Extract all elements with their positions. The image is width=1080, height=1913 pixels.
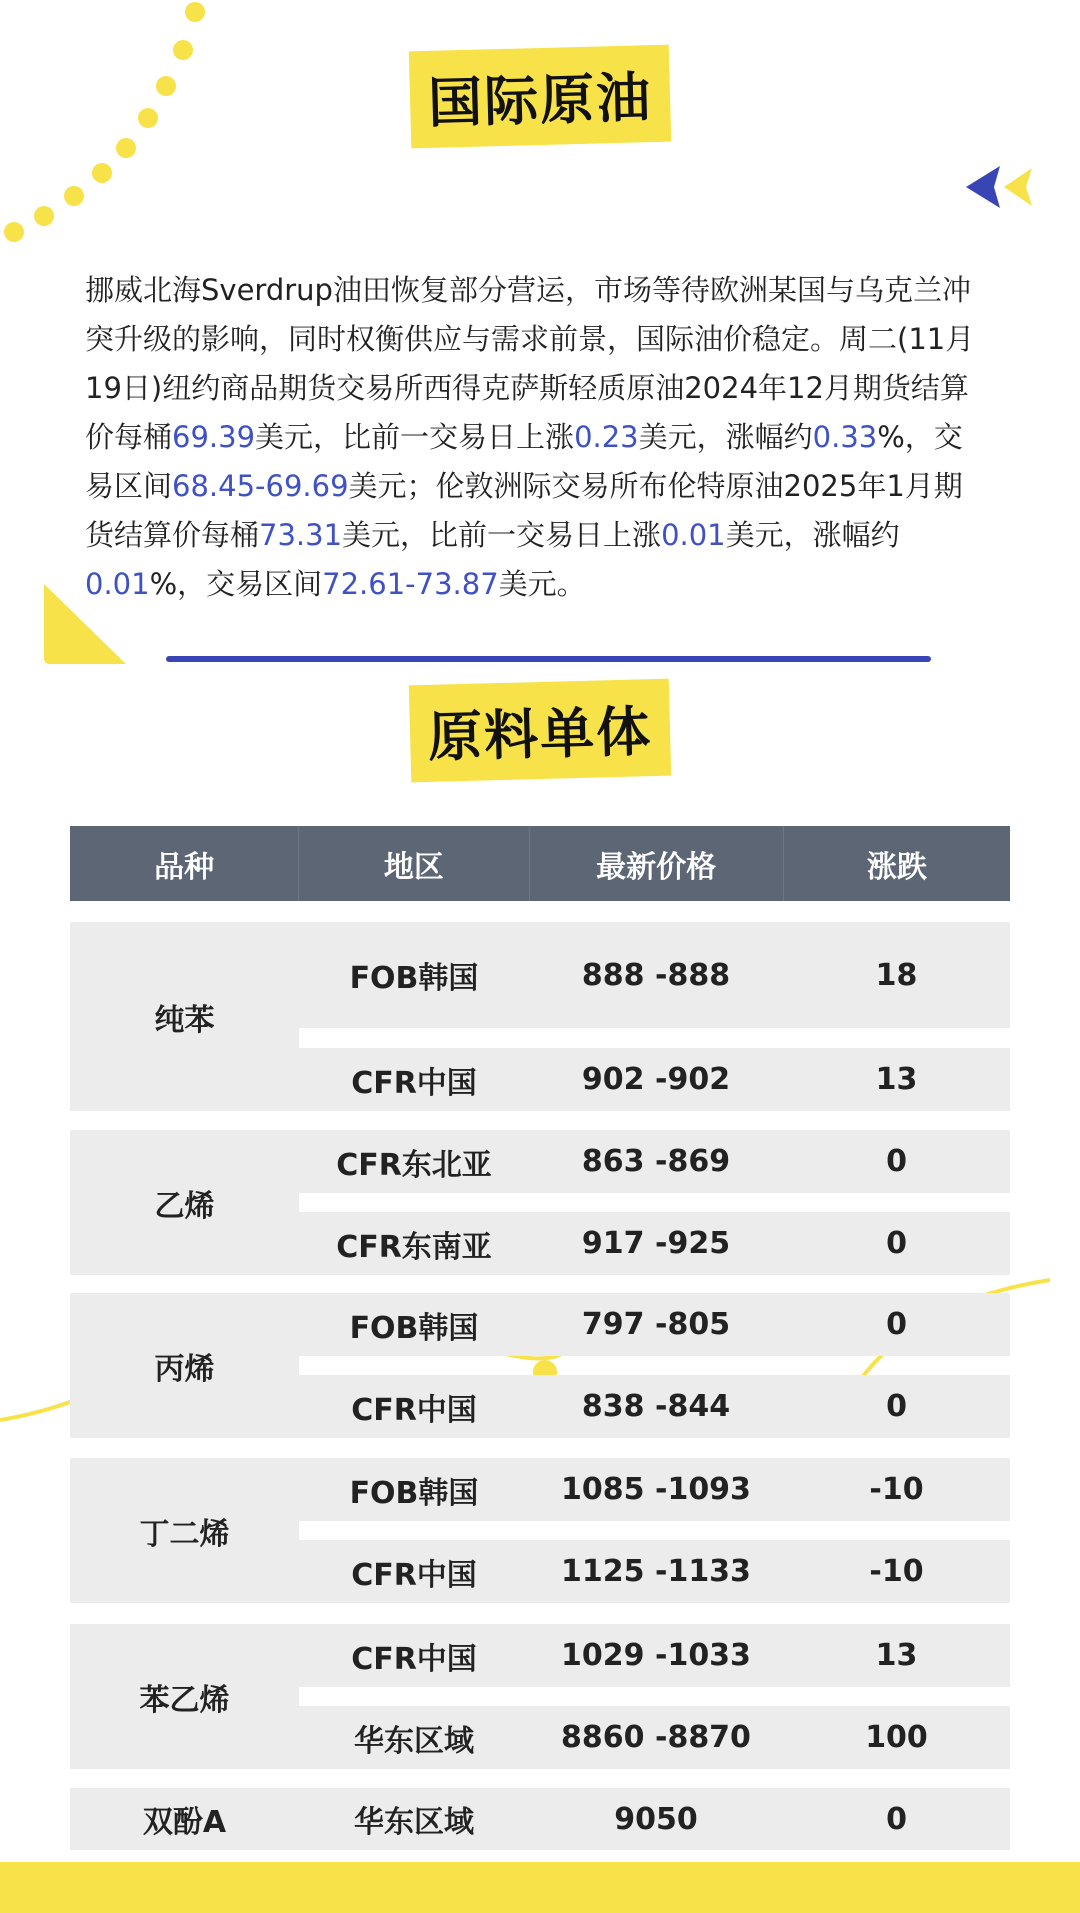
change-cell: 0 [886,1144,907,1179]
change-cell: 0 [886,1389,907,1424]
table-row [299,1788,1010,1850]
table-row [299,1458,1010,1521]
section-title-raw-materials: 原料单体 [409,679,671,783]
change-cell: 0 [886,1226,907,1261]
highlighted-value: 69.39 [172,420,256,454]
highlighted-value: 68.45-69.69 [172,469,349,503]
header-region: 地区 [299,826,529,901]
chevron-arrows-icon [964,164,1036,210]
paragraph-text: 美元，涨幅约 [725,518,900,552]
table-row [299,1375,1010,1438]
header-variety: 品种 [70,826,299,901]
table-row [299,1624,1010,1687]
price-cell: 9050 [614,1801,698,1837]
change-cell: -10 [869,1554,924,1589]
highlighted-value: 73.31 [259,518,343,552]
highlighted-value: 0.23 [574,420,639,454]
table-group [70,922,1010,1111]
table-group [70,1624,1010,1769]
header-latest-price: 最新价格 [530,826,784,901]
highlighted-value: 0.01 [85,567,150,601]
paragraph-text: %，交易区间 [149,567,323,601]
change-cell: 13 [875,1638,918,1673]
region-cell: FOB韩国 [349,1310,479,1346]
table-group [70,1458,1010,1603]
bottom-bar [0,1862,1080,1913]
table-group [70,1130,1010,1275]
paragraph-text: 美元；伦敦洲际交易所布伦特原油2025年1月期货结算价每桶 [85,469,963,552]
region-cell: FOB韩国 [349,961,479,996]
price-cell: 8860 -8870 [561,1720,751,1755]
price-cell: 838 -844 [581,1389,731,1424]
region-cell: FOB韩国 [349,1475,479,1511]
price-cell: 917 -925 [581,1226,731,1261]
price-cell: 863 -869 [581,1144,731,1179]
paragraph-text: 美元。 [498,567,586,601]
region-cell: CFR东北亚 [336,1147,492,1183]
change-cell: 100 [865,1720,928,1755]
highlighted-value: 0.01 [661,518,726,552]
variety-name: 纯苯 [70,922,299,1111]
table-group [70,1293,1010,1438]
table-header [70,826,1010,901]
section-title-crude-oil: 国际原油 [409,45,671,149]
highlighted-value: 0.33 [812,420,878,454]
table-row [299,1212,1010,1275]
variety-name: 双酚A [70,1788,299,1850]
change-cell: 0 [886,1307,907,1342]
region-cell: CFR中国 [351,1557,477,1593]
region-cell: CFR东南亚 [336,1229,492,1265]
table-group [70,1788,1010,1850]
change-cell: -10 [869,1472,924,1507]
price-cell: 797 -805 [581,1307,731,1342]
region-cell: CFR中国 [351,1641,477,1677]
section-divider [166,656,931,662]
change-cell: 13 [875,1062,918,1097]
table-row [299,1706,1010,1769]
paragraph-text: 美元，比前一交易日上涨 [342,518,662,552]
table-row [299,1130,1010,1193]
header-change: 涨跌 [866,849,927,885]
paragraph-text: 美元，比前一交易日上涨 [255,420,575,454]
variety-name: 丙烯 [70,1293,299,1438]
paragraph-text: %，交易区间 [85,420,963,503]
region-cell: CFR中国 [351,1392,477,1428]
table-row [299,1540,1010,1603]
price-cell: 1029 -1033 [561,1638,751,1673]
variety-name: 乙烯 [70,1130,299,1275]
change-cell: 0 [886,1801,907,1837]
crude-oil-paragraph [85,266,985,609]
paragraph-text: 挪威北海Sverdrup油田恢复部分营运，市场等待欧洲某国与乌克兰冲突升级的影响，同时权衡供应与需求前景，国际油价稳定。周二(11月19日)纽约商品期货交易所西得克萨斯轻质原油2024年12月期货结算价每桶 [85,273,975,454]
region-cell: 华东区域 [354,1805,474,1840]
price-cell: 1085 -1093 [561,1472,751,1507]
price-cell: 888 -888 [581,957,731,993]
price-cell: 1125 -1133 [561,1554,751,1589]
paragraph-text: 美元，涨幅约 [638,420,813,454]
table-row [299,922,1010,1028]
variety-name: 丁二烯 [70,1458,299,1603]
table-row [299,1048,1010,1111]
table-row [299,1293,1010,1356]
change-cell: 18 [875,957,918,993]
highlighted-value: 72.61-73.87 [322,567,499,601]
region-cell: 华东区域 [354,1723,474,1759]
variety-name: 苯乙烯 [70,1624,299,1769]
price-cell: 902 -902 [581,1062,731,1097]
region-cell: CFR中国 [351,1065,477,1101]
